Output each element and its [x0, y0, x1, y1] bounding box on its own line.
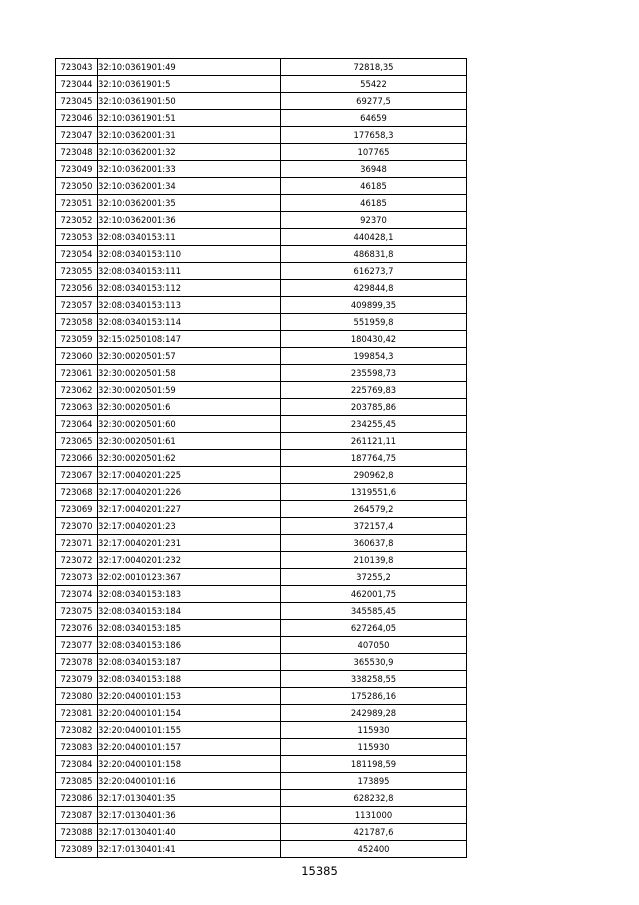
value-cell: 264579,2	[281, 501, 467, 518]
cadastral-number-cell: 32:30:0020501:59	[98, 382, 281, 399]
value-cell: 55422	[281, 76, 467, 93]
cadastral-number-cell: 32:08:0340153:112	[98, 280, 281, 297]
table-row	[56, 127, 467, 144]
value-cell: 72818,35	[281, 59, 467, 76]
table-body	[56, 59, 467, 858]
table-row	[56, 195, 467, 212]
table-row	[56, 450, 467, 467]
value-cell: 46185	[281, 195, 467, 212]
table-row	[56, 518, 467, 535]
row-id-cell: 723075	[56, 603, 98, 620]
cadastral-number-cell: 32:08:0340153:183	[98, 586, 281, 603]
table-row	[56, 433, 467, 450]
value-cell: 628232,8	[281, 790, 467, 807]
row-id-cell: 723046	[56, 110, 98, 127]
row-id-cell: 723086	[56, 790, 98, 807]
value-cell: 1131000	[281, 807, 467, 824]
cadastral-number-cell: 32:10:0362001:35	[98, 195, 281, 212]
row-id-cell: 723055	[56, 263, 98, 280]
value-cell: 234255,45	[281, 416, 467, 433]
value-cell: 290962,8	[281, 467, 467, 484]
value-cell: 210139,8	[281, 552, 467, 569]
table-row	[56, 382, 467, 399]
row-id-cell: 723047	[56, 127, 98, 144]
value-cell: 345585,45	[281, 603, 467, 620]
table-row	[56, 280, 467, 297]
value-cell: 225769,83	[281, 382, 467, 399]
cadastral-number-cell: 32:08:0340153:114	[98, 314, 281, 331]
value-cell: 235598,73	[281, 365, 467, 382]
table-row	[56, 841, 467, 858]
table-row	[56, 59, 467, 76]
cadastral-number-cell: 32:17:0040201:227	[98, 501, 281, 518]
cadastral-number-cell: 32:08:0340153:187	[98, 654, 281, 671]
row-id-cell: 723058	[56, 314, 98, 331]
value-cell: 429844,8	[281, 280, 467, 297]
table-row	[56, 365, 467, 382]
cadastral-number-cell: 32:08:0340153:186	[98, 637, 281, 654]
page-number: 15385	[301, 864, 338, 878]
table-row	[56, 416, 467, 433]
row-id-cell: 723064	[56, 416, 98, 433]
table-row	[56, 705, 467, 722]
value-cell: 407050	[281, 637, 467, 654]
row-id-cell: 723052	[56, 212, 98, 229]
cadastral-number-cell: 32:20:0400101:155	[98, 722, 281, 739]
table-row	[56, 773, 467, 790]
table-row	[56, 229, 467, 246]
table-row	[56, 654, 467, 671]
value-cell: 115930	[281, 739, 467, 756]
table-row	[56, 399, 467, 416]
value-cell: 115930	[281, 722, 467, 739]
cadastral-number-cell: 32:10:0362001:36	[98, 212, 281, 229]
row-id-cell: 723071	[56, 535, 98, 552]
table-row	[56, 297, 467, 314]
table-row	[56, 671, 467, 688]
value-cell: 440428,1	[281, 229, 467, 246]
cadastral-number-cell: 32:10:0361901:50	[98, 93, 281, 110]
table-row	[56, 76, 467, 93]
table-row	[56, 535, 467, 552]
value-cell: 551959,8	[281, 314, 467, 331]
table-row	[56, 161, 467, 178]
cadastral-number-cell: 32:17:0040201:226	[98, 484, 281, 501]
value-cell: 616273,7	[281, 263, 467, 280]
cadastral-number-cell: 32:10:0362001:34	[98, 178, 281, 195]
row-id-cell: 723072	[56, 552, 98, 569]
cadastral-number-cell: 32:20:0400101:158	[98, 756, 281, 773]
cadastral-number-cell: 32:20:0400101:154	[98, 705, 281, 722]
cadastral-number-cell: 32:17:0130401:36	[98, 807, 281, 824]
value-cell: 421787,6	[281, 824, 467, 841]
cadastral-number-cell: 32:17:0130401:35	[98, 790, 281, 807]
row-id-cell: 723043	[56, 59, 98, 76]
cadastral-number-cell: 32:15:0250108:147	[98, 331, 281, 348]
row-id-cell: 723081	[56, 705, 98, 722]
table-row	[56, 722, 467, 739]
cadastral-number-cell: 32:08:0340153:113	[98, 297, 281, 314]
table-row	[56, 552, 467, 569]
value-cell: 180430,42	[281, 331, 467, 348]
row-id-cell: 723062	[56, 382, 98, 399]
cadastral-value-table	[55, 58, 467, 858]
cadastral-number-cell: 32:30:0020501:61	[98, 433, 281, 450]
row-id-cell: 723074	[56, 586, 98, 603]
table-row	[56, 790, 467, 807]
table-row	[56, 110, 467, 127]
cadastral-number-cell: 32:30:0020501:6	[98, 399, 281, 416]
value-cell: 1319551,6	[281, 484, 467, 501]
value-cell: 486831,8	[281, 246, 467, 263]
row-id-cell: 723045	[56, 93, 98, 110]
row-id-cell: 723067	[56, 467, 98, 484]
value-cell: 177658,3	[281, 127, 467, 144]
cadastral-number-cell: 32:17:0130401:41	[98, 841, 281, 858]
row-id-cell: 723076	[56, 620, 98, 637]
cadastral-number-cell: 32:17:0130401:40	[98, 824, 281, 841]
table-row	[56, 569, 467, 586]
cadastral-number-cell: 32:10:0361901:5	[98, 76, 281, 93]
row-id-cell: 723061	[56, 365, 98, 382]
value-cell: 37255,2	[281, 569, 467, 586]
cadastral-number-cell: 32:10:0362001:32	[98, 144, 281, 161]
table-row	[56, 620, 467, 637]
table-row	[56, 739, 467, 756]
row-id-cell: 723065	[56, 433, 98, 450]
row-id-cell: 723049	[56, 161, 98, 178]
cadastral-number-cell: 32:17:0040201:232	[98, 552, 281, 569]
row-id-cell: 723048	[56, 144, 98, 161]
value-cell: 242989,28	[281, 705, 467, 722]
row-id-cell: 723079	[56, 671, 98, 688]
row-id-cell: 723050	[56, 178, 98, 195]
row-id-cell: 723066	[56, 450, 98, 467]
cadastral-number-cell: 32:08:0340153:111	[98, 263, 281, 280]
row-id-cell: 723056	[56, 280, 98, 297]
value-cell: 360637,8	[281, 535, 467, 552]
row-id-cell: 723088	[56, 824, 98, 841]
cadastral-number-cell: 32:20:0400101:153	[98, 688, 281, 705]
cadastral-number-cell: 32:17:0040201:225	[98, 467, 281, 484]
table-row	[56, 314, 467, 331]
cadastral-number-cell: 32:20:0400101:157	[98, 739, 281, 756]
value-cell: 181198,59	[281, 756, 467, 773]
value-cell: 173895	[281, 773, 467, 790]
row-id-cell: 723089	[56, 841, 98, 858]
cadastral-number-cell: 32:08:0340153:11	[98, 229, 281, 246]
value-cell: 46185	[281, 178, 467, 195]
cadastral-number-cell: 32:30:0020501:58	[98, 365, 281, 382]
value-cell: 372157,4	[281, 518, 467, 535]
value-cell: 64659	[281, 110, 467, 127]
value-cell: 409899,35	[281, 297, 467, 314]
row-id-cell: 723087	[56, 807, 98, 824]
cadastral-number-cell: 32:08:0340153:188	[98, 671, 281, 688]
table-row	[56, 756, 467, 773]
table-row	[56, 824, 467, 841]
table-row	[56, 348, 467, 365]
value-cell: 107765	[281, 144, 467, 161]
table-row	[56, 637, 467, 654]
row-id-cell: 723060	[56, 348, 98, 365]
table-row	[56, 144, 467, 161]
value-cell: 199854,3	[281, 348, 467, 365]
row-id-cell: 723069	[56, 501, 98, 518]
row-id-cell: 723083	[56, 739, 98, 756]
table-row	[56, 501, 467, 518]
cadastral-number-cell: 32:17:0040201:231	[98, 535, 281, 552]
cadastral-number-cell: 32:08:0340153:185	[98, 620, 281, 637]
value-cell: 627264,05	[281, 620, 467, 637]
table-row	[56, 263, 467, 280]
cadastral-number-cell: 32:08:0340153:110	[98, 246, 281, 263]
cadastral-number-cell: 32:30:0020501:60	[98, 416, 281, 433]
value-cell: 452400	[281, 841, 467, 858]
row-id-cell: 723073	[56, 569, 98, 586]
row-id-cell: 723051	[56, 195, 98, 212]
value-cell: 92370	[281, 212, 467, 229]
row-id-cell: 723070	[56, 518, 98, 535]
table-row	[56, 212, 467, 229]
row-id-cell: 723059	[56, 331, 98, 348]
table-row	[56, 586, 467, 603]
row-id-cell: 723085	[56, 773, 98, 790]
value-cell: 365530,9	[281, 654, 467, 671]
table-row	[56, 688, 467, 705]
value-cell: 338258,55	[281, 671, 467, 688]
cadastral-number-cell: 32:30:0020501:62	[98, 450, 281, 467]
row-id-cell: 723077	[56, 637, 98, 654]
table-row	[56, 484, 467, 501]
cadastral-number-cell: 32:10:0362001:33	[98, 161, 281, 178]
row-id-cell: 723078	[56, 654, 98, 671]
cadastral-number-cell: 32:10:0361901:51	[98, 110, 281, 127]
cadastral-number-cell: 32:02:0010123:367	[98, 569, 281, 586]
row-id-cell: 723054	[56, 246, 98, 263]
cadastral-number-cell: 32:08:0340153:184	[98, 603, 281, 620]
row-id-cell: 723057	[56, 297, 98, 314]
value-cell: 203785,86	[281, 399, 467, 416]
table-row	[56, 178, 467, 195]
value-cell: 69277,5	[281, 93, 467, 110]
value-cell: 462001,75	[281, 586, 467, 603]
table-row	[56, 807, 467, 824]
value-cell: 261121,11	[281, 433, 467, 450]
cadastral-number-cell: 32:10:0362001:31	[98, 127, 281, 144]
value-cell: 175286,16	[281, 688, 467, 705]
value-cell: 187764,75	[281, 450, 467, 467]
value-cell: 36948	[281, 161, 467, 178]
cadastral-number-cell: 32:10:0361901:49	[98, 59, 281, 76]
row-id-cell: 723080	[56, 688, 98, 705]
table-row	[56, 467, 467, 484]
cadastral-number-cell: 32:20:0400101:16	[98, 773, 281, 790]
cadastral-number-cell: 32:30:0020501:57	[98, 348, 281, 365]
cadastral-number-cell: 32:17:0040201:23	[98, 518, 281, 535]
table-row	[56, 603, 467, 620]
row-id-cell: 723044	[56, 76, 98, 93]
table-row	[56, 93, 467, 110]
table-row	[56, 331, 467, 348]
table-row	[56, 246, 467, 263]
row-id-cell: 723063	[56, 399, 98, 416]
row-id-cell: 723053	[56, 229, 98, 246]
row-id-cell: 723068	[56, 484, 98, 501]
row-id-cell: 723082	[56, 722, 98, 739]
row-id-cell: 723084	[56, 756, 98, 773]
